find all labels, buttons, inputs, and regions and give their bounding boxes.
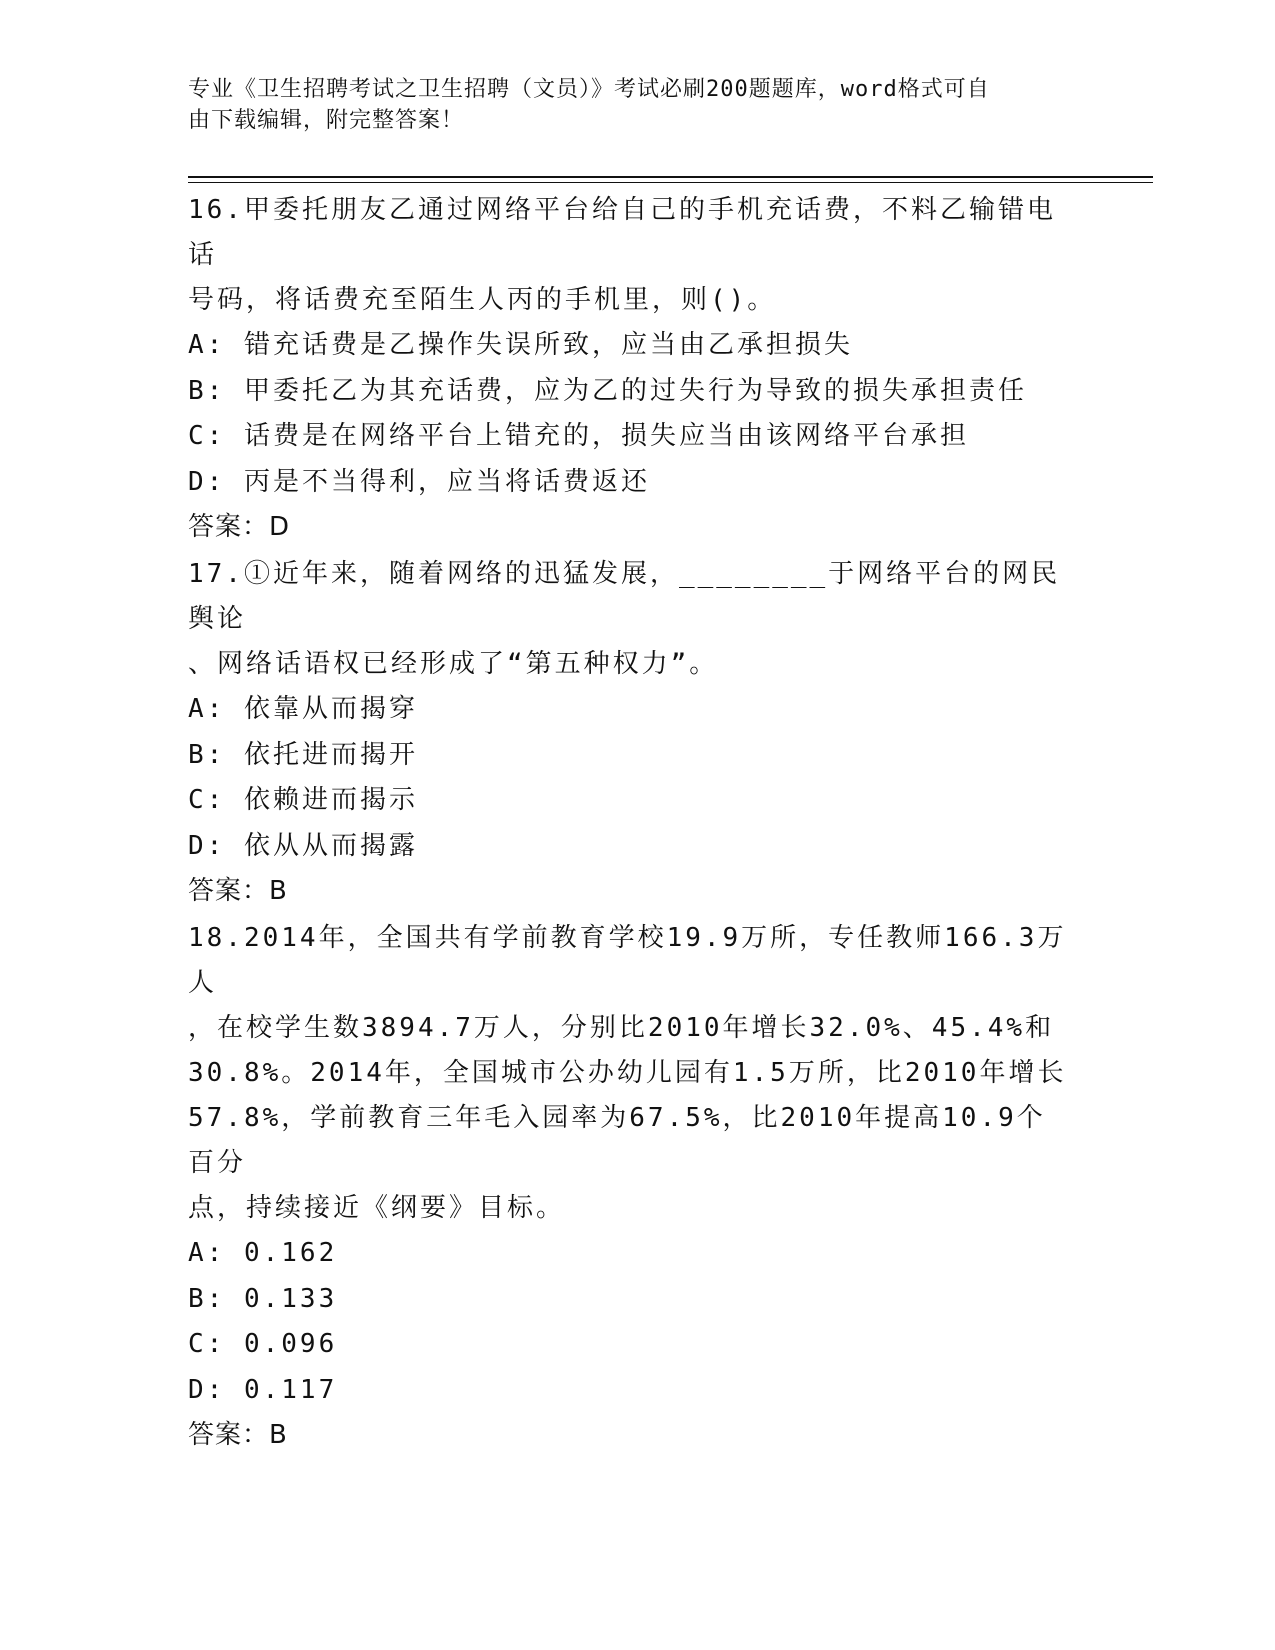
option-d: D: 依从从而揭露 xyxy=(188,830,418,861)
option-b: B: 依托进而揭开 xyxy=(188,739,418,770)
question-17 xyxy=(188,552,1068,914)
question-16 xyxy=(188,188,1068,550)
option-a: A: 0.162 xyxy=(188,1238,338,1268)
option-c: C: 0.096 xyxy=(188,1329,338,1359)
option-b: B: 0.133 xyxy=(188,1283,338,1314)
question-text-line: 30.8%。2014年，全国城市公办幼儿园有1.5万所，比2010年增长 xyxy=(188,1058,1067,1088)
question-text-line: 57.8%，学前教育三年毛入园率为67.5%，比2010年提高10.9个百分 xyxy=(188,1103,1046,1178)
question-text-line: 点，持续接近《纲要》目标。 xyxy=(188,1193,566,1223)
answer: 答案：B xyxy=(188,1420,288,1450)
header-divider-thick xyxy=(188,176,1153,178)
header-line: 专业《卫生招聘考试之卫生招聘（文员）》考试必刷200题题库，word格式可自 xyxy=(188,77,990,102)
option-b: B: 甲委托乙为其充话费，应为乙的过失行为导致的损失承担责任 xyxy=(188,375,1027,406)
question-text-line: 、网络话语权已经形成了“第五种权力”。 xyxy=(188,649,719,679)
option-a: A: 依靠从而揭穿 xyxy=(188,694,418,724)
question-text-line: 18.2014年，全国共有学前教育学校19.9万所，专任教师166.3万人 xyxy=(188,923,1067,998)
question-text-line: 16.甲委托朋友乙通过网络平台给自己的手机充话费，不料乙输错电话 xyxy=(188,195,1056,270)
header-line: 由下载编辑，附完整答案！ xyxy=(188,108,465,133)
question-text-line: 17.①近年来，随着网络的迅猛发展，________于网络平台的网民舆论 xyxy=(188,559,1061,634)
question-text-line: 号码，将话费充至陌生人丙的手机里，则()。 xyxy=(188,285,777,315)
header-divider-thin xyxy=(188,182,1153,183)
option-d: D: 0.117 xyxy=(188,1374,338,1405)
answer: 答案：D xyxy=(188,512,291,542)
option-a: A: 错充话费是乙操作失误所致，应当由乙承担损失 xyxy=(188,330,853,360)
option-d: D: 丙是不当得利，应当将话费返还 xyxy=(188,466,650,497)
option-c: C: 话费是在网络平台上错充的，损失应当由该网络平台承担 xyxy=(188,421,969,451)
option-c: C: 依赖进而揭示 xyxy=(188,785,418,815)
document-header xyxy=(188,74,1068,136)
question-18 xyxy=(188,916,1068,1458)
question-text-line: ，在校学生数3894.7万人，分别比2010年增长32.0%、45.4%和 xyxy=(188,1013,1055,1043)
answer: 答案：B xyxy=(188,876,288,906)
